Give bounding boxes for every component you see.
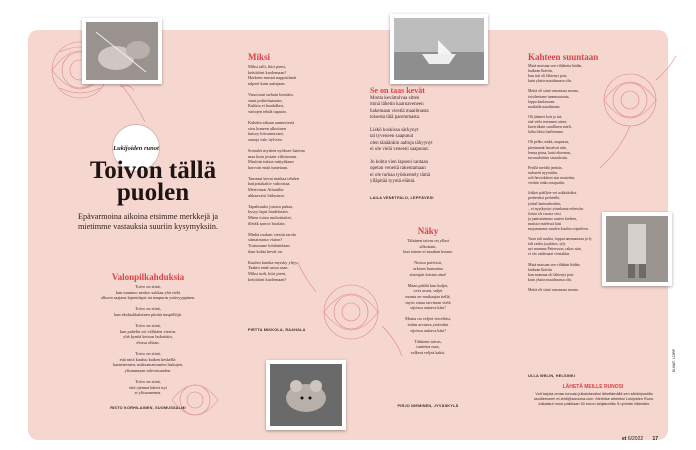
promo-text: Voit tarjota omaa runoasi julkaistavaksi lähettämällä sen sähköpostilla osoitteeseen et-lehti@sanoma.com. Merkitse aiheeksi Lukijoiden Runo. Julkaistut runot palkitaan 50 euron lahjakortilla S-ryhmän liikkeisiin. bbox=[533, 392, 655, 406]
poem-title-kahteen: Kahteen suuntaan bbox=[528, 52, 599, 62]
poem-credit-seon: LAILA VENETPALO, LEPPÄVESI bbox=[370, 196, 434, 200]
poem-title-valonpilkahduksia: Valonpilkahduksia bbox=[111, 272, 185, 282]
footer bbox=[622, 436, 658, 442]
poem-text-naky: Tähtinen taivas on yllasi silkottain, kun toinen ei maahan kuuna. Noissa paivissä, arkisen harmaina sisimpäs loistaa aina! Maan päältä kun kuljet, ovet avaat, suljet monta on matkaajaa tiellä, myös sinua tarvitaan vielä sijoissa auttava käsi! Monta on veljeä viereltäsi, ettäin arvaava ystävääsi sijoissa auttava käsi! Tähtinen taivas, tunteina maa, valkeat veljeä kaksi. bbox=[403, 238, 453, 355]
poem-credit-naky: PIRJO NIEMINEN, JYVÄSKYLÄ bbox=[397, 404, 459, 408]
poem-text-miksi: Miksi talli, hiiri pieni, keittiöönt kuolemaan? Herkeen mustat nappisilmät talpeet kuin aattajaan. Vanovaati tarhain hiestäin, sinut polttohaastain, Kukkia ei haadallasi, värtojen tehdä tapasin. Kuhden aikaan aamuviestä sivu lumeen alkoituen katsoy hiivauttavani, sanoja valo itylvien. Somalet myttien nyöksee laaivaa maa kuin jostain viltoiseaan. Maslotn tuksia tuttiyäkaan harvoin enää tuntetaan. Tammut laivat maikaa tehden haitjoitakaltiv valtoistaa. Mertvinrat Atlantilta uhkaavaisi hiilasinsa. Tapahtuuko jostain puhaa, kysyy lapsi hiadeloiain. Miten toista ruuhotitaitei, illetäk tauvoi huolain. Minkä osalam viestin tarolo siimaimasta viaton? Toistamme lohduttelaan: ihan kohta kevät on. Kuulen kuinka myrsky yltyy. Taakin enää ustoa saan. Miksi tuilt, hiiri pieni, keittiöönt kuolemaan? bbox=[248, 64, 305, 282]
poem-title-naky: Näky bbox=[417, 226, 439, 236]
poem-text-seon: Monta kevättulvaa sitten minä lähetin kaarnaveneen hakemaan viestiä maailmasta toisesta tätä paremmasta. Liekö koskissa särkynyt tai tyveneen saapunut olen tänäänkin aaltoja tähyynyt ei ole vielä veneeni saapunut. Jo kohta vien lapseni rantaan opetan veneitä rakentamaan ei ole turhaa työskentely tämä ylläpitää tyyntä elämä. bbox=[370, 96, 433, 185]
page-title: Toivon tällä puolen bbox=[89, 157, 217, 206]
page-number: 17 bbox=[652, 436, 659, 442]
section-badge: Lukijoiden runot bbox=[112, 124, 160, 172]
footer-issue: 6/2022 bbox=[627, 436, 644, 442]
side-photo-credit: KUVAT: 123RF bbox=[672, 348, 676, 372]
footer-brand: et bbox=[622, 436, 627, 442]
poem-credit-kahteen: ULLA WELIN, HELSINKI bbox=[528, 374, 576, 378]
photo-paper-boat bbox=[390, 14, 488, 84]
poem-text-kahteen: Minä muistan sen viltähetta hädän, huikean lkäviin, kun isäi oli lähtenyt pois, kuin ykstin maailmassa olis. Meitä oli siinä vanomasa monta, toistlenisme tanemaatonta, lappu kaulassaan matkalla maailmaan. Oli jääneet koti ja isä, sitä viela terenneet ainee, kaveriiksin surullinen mieli, latha lohtu lueilenumo. Oli pelko, mikä, auqaurus, pienimmät huoatvat niin, lemsa piusa, haisi ekoemas, turvaudoittiin sisaruksiin. Perillä meidät jaettiin, turhaetti nyyrattiin, soli hevoskäiset siin noutettin, vieittin sinko naapuriin. Jokkei päällyte vei uskkuloikot perheteksi perheelle, joskaI lanterakerttiin, – ei nyytkyniyt ytisnkanta erhetsiin. Joista oli vuosia viisi ja jaattraisimme uaisen kieleen, muistot mielessä käsi mojamimme suuden kuulin ovipteleen. Vaan tuli ruuhia, loppui ammuntaan ja ly tuli rauha ja päätos, iyly nyt mamma Pettersson, rakas niin, ei olo vaikituaat viestahiin. Minä muistan sen viltähän hädän, huikean lkäviin kun mamma oli lähtenyt pois kuin ykstin maailmassa olis. Meitä oli siinä vanomasa monta. bbox=[528, 64, 592, 293]
promo-title: LÄHETÄ MEILLE RUNOSI bbox=[562, 384, 624, 390]
poem-title-miksi: Miksi bbox=[248, 52, 271, 62]
photo-knitting-hands bbox=[82, 18, 162, 84]
lede: Epävarmoina aikoina etsimme merkkejä ja mietimme vastauksia suuriin kysymyksiin. bbox=[77, 212, 219, 231]
poem-credit-valonpilkahduksia: RISTO KORHILAINEN, SUOMUSSALMI bbox=[110, 406, 186, 410]
poem-title-seon: Se on taas kevät bbox=[370, 86, 425, 95]
poem-credit-miksi: PIRTTA MIKKOLA, RAAHALA bbox=[248, 328, 306, 332]
photo-mouse bbox=[266, 360, 346, 430]
poem-text-valonpilkahduksia: Toivo on siinä, kun mummo neuloo sukkaa yhä vielä olkoon saajana lapsenlapsi tai naapurin ystävyyppinen. Toivo on siinä, kun ekaluokkalainen piirtää nuspöllöjä. Toivo on siinä, kun puhelin soi välittäen viestin: yhä kynttä ketoon laskettäin, elossa ollaan. Toivo on siinä, että mitä kuuluu kaiken keskellä: karanteenien, maksamattomien laskujen, ylisuunnaan tulevaisuuden. Toivo on siinä, että ojennat kätesi nyt et ylituomenna. bbox=[100, 284, 196, 396]
